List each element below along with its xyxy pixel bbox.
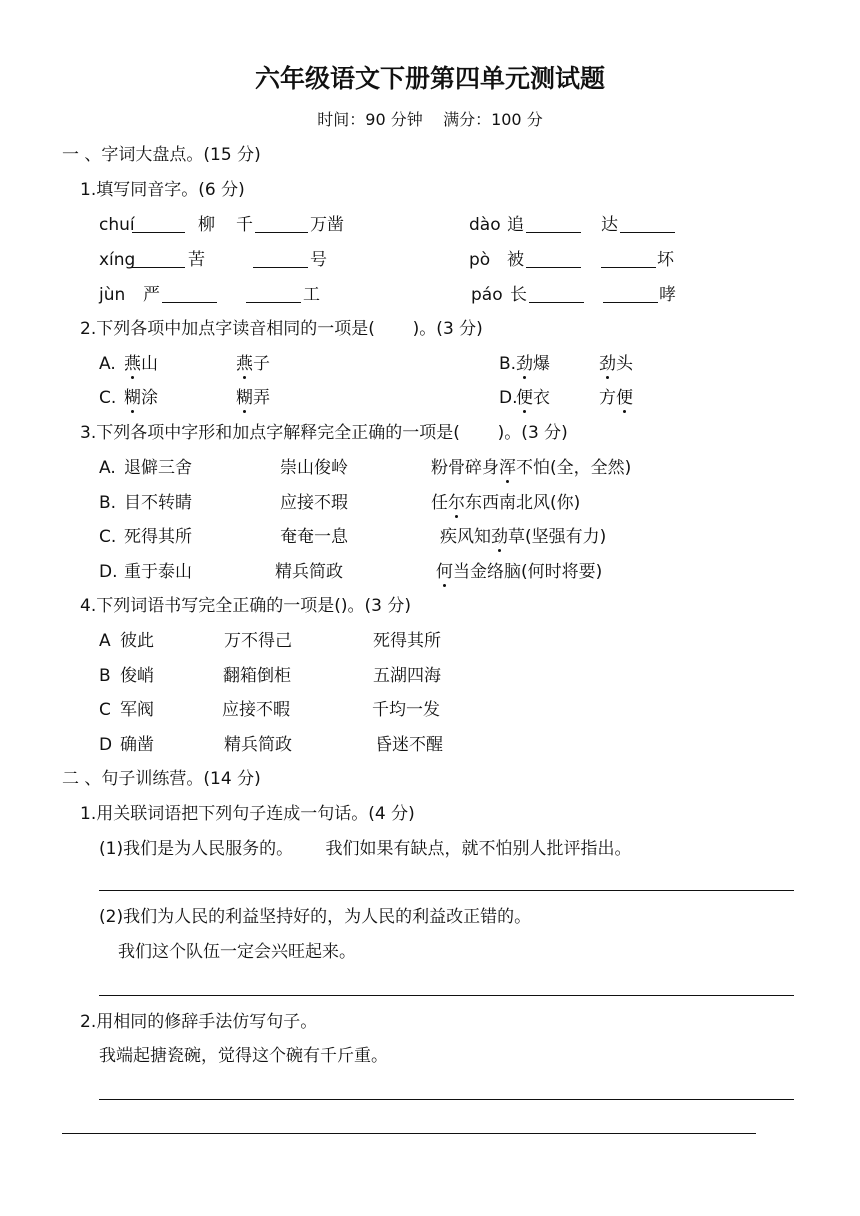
word-rest: 山 <box>141 354 158 374</box>
exam-time-info: 时间：90 分钟 满分：100 分 <box>317 110 543 129</box>
option-word: 奄奄一息 <box>280 527 348 547</box>
phrase-post: 当金络脑(何时将要) <box>453 562 603 582</box>
pinyin: chuí <box>99 215 135 235</box>
option-word: 万不得己 <box>224 631 292 651</box>
option-word: 彼此 <box>120 631 154 651</box>
dotted-char: 何 <box>436 562 453 582</box>
pinyin: pò <box>469 250 491 270</box>
option-word: 昏迷不醒 <box>375 735 443 755</box>
q1-4-stem: 4.下列词语书写完全正确的一项是()。(3 分) <box>80 596 411 616</box>
answer-blank[interactable] <box>603 287 658 303</box>
answer-blank[interactable] <box>526 252 581 268</box>
q1-3-stem: 3.下列各项中字形和加点字解释完全正确的一项是( )。(3 分) <box>80 423 568 443</box>
dotted-char: 燕 <box>236 354 253 374</box>
option-word: 确凿 <box>120 735 154 755</box>
word-rest: 子 <box>253 354 270 374</box>
option-word: 千均一发 <box>372 700 440 720</box>
word-rest: 衣 <box>533 388 550 408</box>
dotted-char: 浑 <box>499 458 516 478</box>
model-sentence: 我端起搪瓷碗，觉得这个碗有千斤重。 <box>99 1046 388 1066</box>
option-label: D <box>99 735 113 755</box>
option-word: 军阀 <box>120 700 154 720</box>
option-label: D. <box>99 562 118 582</box>
word-char: 工 <box>303 285 320 305</box>
dotted-char: 劲 <box>491 527 508 547</box>
sentence-2b: 我们这个队伍一定会兴旺起来。 <box>118 942 356 962</box>
answer-line[interactable] <box>99 995 794 996</box>
option-word: 精兵简政 <box>275 562 343 582</box>
q1-1-stem: 1.填写同音字。(6 分) <box>80 180 245 200</box>
option-word <box>236 388 270 408</box>
word-char: 严 <box>143 285 160 305</box>
option-label: A. <box>99 458 116 478</box>
option-label: D. <box>499 388 518 408</box>
option-word: 崇山俊岭 <box>280 458 348 478</box>
dotted-char: 劲 <box>599 354 616 374</box>
word-char: 号 <box>310 250 327 270</box>
word-pre: 方 <box>599 388 616 408</box>
option-word: 精兵简政 <box>224 735 292 755</box>
word-char: 千 <box>236 215 253 235</box>
option-word: 重于泰山 <box>124 562 192 582</box>
option-label: A. <box>99 354 116 374</box>
option-word <box>124 388 158 408</box>
section-1-heading: 一 、字词大盘点。(15 分) <box>62 145 261 165</box>
answer-blank[interactable] <box>132 252 185 268</box>
word-char: 长 <box>510 285 527 305</box>
sentence-1: (1)我们是为人民服务的。 我们如果有缺点，就不怕别人批评指出。 <box>99 839 632 859</box>
option-word: 死得其所 <box>373 631 441 651</box>
option-word <box>599 354 633 374</box>
phrase-post: 不怕(全，全然) <box>516 458 632 478</box>
option-word: 退僻三舍 <box>124 458 192 478</box>
answer-blank[interactable] <box>255 217 308 233</box>
option-phrase <box>431 493 580 513</box>
option-word: 死得其所 <box>124 527 192 547</box>
dotted-char: 糊 <box>124 388 141 408</box>
q2-2-stem: 2.用相同的修辞手法仿写句子。 <box>80 1012 318 1032</box>
dotted-char: 便 <box>516 388 533 408</box>
option-word: 翻箱倒柜 <box>223 666 291 686</box>
option-label: C. <box>99 388 117 408</box>
sentence-2a: (2)我们为人民的利益坚持好的，为人民的利益改正错的。 <box>99 907 532 927</box>
option-phrase <box>436 562 602 582</box>
dotted-char: 尔 <box>448 493 465 513</box>
answer-line[interactable] <box>99 1099 794 1100</box>
option-word <box>599 388 633 408</box>
q1-2-stem: 2.下列各项中加点字读音相同的一项是( )。(3 分) <box>80 319 483 339</box>
word-char: 坏 <box>657 250 674 270</box>
pinyin: dào <box>469 215 501 235</box>
pinyin: xíng <box>99 250 136 270</box>
option-label: B. <box>499 354 517 374</box>
answer-blank[interactable] <box>132 217 185 233</box>
option-word: 目不转睛 <box>124 493 192 513</box>
pinyin: jùn <box>99 285 126 305</box>
option-phrase <box>440 527 606 547</box>
word-char: 哮 <box>659 285 676 305</box>
pinyin: páo <box>471 285 503 305</box>
word-rest: 爆 <box>533 354 550 374</box>
option-word: 应接不暇 <box>222 700 290 720</box>
answer-blank[interactable] <box>620 217 675 233</box>
answer-blank[interactable] <box>253 252 308 268</box>
option-label: B. <box>99 493 117 513</box>
word-rest: 头 <box>616 354 633 374</box>
word-char: 万凿 <box>310 215 344 235</box>
word-char: 达 <box>601 215 618 235</box>
section-2-heading: 二 、句子训练营。(14 分) <box>62 769 261 789</box>
answer-blank[interactable] <box>529 287 584 303</box>
option-label: B <box>99 666 111 686</box>
dotted-char: 劲 <box>516 354 533 374</box>
option-word: 应接不瑕 <box>280 493 348 513</box>
bottom-divider <box>62 1133 756 1134</box>
word-char: 柳 <box>198 215 215 235</box>
option-word: 俊峭 <box>120 666 154 686</box>
option-word <box>236 354 270 374</box>
option-label: A <box>99 631 111 651</box>
option-word: 五湖四海 <box>373 666 441 686</box>
word-rest: 弄 <box>253 388 270 408</box>
word-rest: 涂 <box>141 388 158 408</box>
dotted-char: 糊 <box>236 388 253 408</box>
phrase-pre: 任 <box>431 493 448 513</box>
word-char: 被 <box>507 250 524 270</box>
option-label: C <box>99 700 111 720</box>
answer-blank[interactable] <box>526 217 581 233</box>
option-phrase <box>431 458 631 478</box>
option-label: C. <box>99 527 117 547</box>
dotted-char: 便 <box>616 388 633 408</box>
q2-1-stem: 1.用关联词语把下列句子连成一句话。(4 分) <box>80 804 415 824</box>
phrase-post: 东西南北风(你) <box>465 493 581 513</box>
option-word <box>516 354 550 374</box>
dotted-char: 燕 <box>124 354 141 374</box>
answer-line[interactable] <box>99 890 794 891</box>
phrase-post: 草(坚强有力) <box>508 527 607 547</box>
phrase-pre: 疾风知 <box>440 527 491 547</box>
word-char: 苦 <box>188 250 205 270</box>
answer-blank[interactable] <box>246 287 301 303</box>
answer-blank[interactable] <box>601 252 656 268</box>
phrase-pre: 粉骨碎身 <box>431 458 499 478</box>
option-word <box>516 388 550 408</box>
option-word <box>124 354 158 374</box>
page-title: 六年级语文下册第四单元测试题 <box>254 64 605 93</box>
answer-blank[interactable] <box>162 287 217 303</box>
word-char: 追 <box>507 215 524 235</box>
